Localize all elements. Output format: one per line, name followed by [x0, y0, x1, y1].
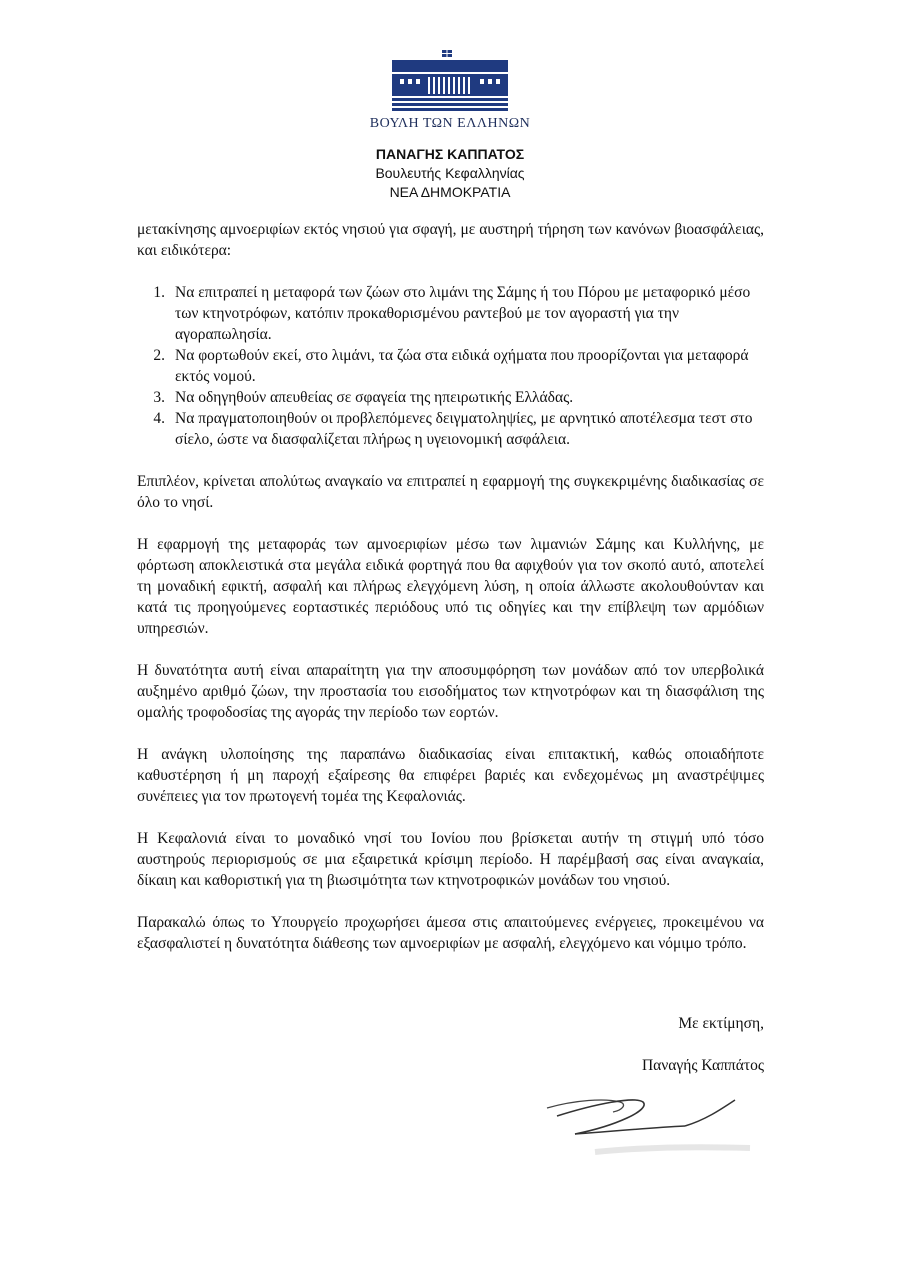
handwritten-signature — [535, 1090, 765, 1160]
letter-body — [137, 219, 764, 975]
list-item-text: Να επιτραπεί η μεταφορά των ζώων στο λιμάνι της Σάμης ή του Πόρου με μεταφορικό μέσο των κτηνοτρόφων, κατόπιν προκαθορισμένου ραντεβού με τον αγοραστή για την αγοραπωλησία. — [175, 284, 751, 343]
list-item — [137, 282, 764, 345]
list-item — [137, 387, 764, 408]
signer-name: Παναγής Καππάτος — [641, 1057, 764, 1074]
list-item — [137, 408, 764, 450]
list-item-number: 4. — [153, 410, 165, 427]
list-item — [137, 345, 764, 387]
body-paragraph: Η εφαρμογή της μεταφοράς των αμνοεριφίων μέσω των λιμανιών Σάμης και Κυλλήνης, με φόρτωση αποκλειστικά στα μεγάλα ειδικά φορτηγά που θα αφιχθούν για τον σκοπό αυτό, αποτελεί τη μοναδική εφικτή, ασφαλή και πλήρως ελεγχόμενη λύση, η οποία άλλωστε ακολουθούνταν και κατά τις προηγούμενες εορταστικές περιόδους υπό τις οδηγίες και την επίβλεψη των αρμόδιων υπηρεσιών. — [137, 536, 764, 637]
measures-list — [137, 282, 764, 450]
intro-paragraph: μετακίνησης αμνοεριφίων εκτός νησιού για σφαγή, με αυστηρή τήρηση των κανόνων βιοασφάλειας, και ειδικότερα: — [137, 221, 764, 259]
body-paragraph: Επιπλέον, κρίνεται απολύτως αναγκαίο να επιτραπεί η εφαρμογή της συγκεκριμένης διαδικασίας σε όλο το νησί. — [137, 473, 764, 511]
institution-name: ΒΟΥΛΗ ΤΩΝ ΕΛΛΗΝΩΝ — [369, 116, 531, 131]
party-name: ΝΕΑ ΔΗΜΟΚΡΑΤΙΑ — [389, 184, 511, 200]
list-item-text: Να πραγματοποιηθούν οι προβλεπόμενες δειγματοληψίες, με αρνητικό αποτέλεσμα τεστ στο σίελο, ώστε να διασφαλίζεται πλήρως η υγειονομική ασφάλεια. — [175, 410, 753, 448]
mp-role: Βουλευτής Κεφαλληνίας — [375, 165, 525, 181]
body-paragraph: Η δυνατότητα αυτή είναι απαραίτητη για την αποσυμφόρηση των μονάδων από τον υπερβολικά αυξημένο αριθμό ζώων, την προστασία του εισοδήματος των κτηνοτρόφων και τη διασφάλιση της ομαλής τροφοδοσίας της αγοράς την περίοδο των εορτών. — [137, 662, 764, 721]
list-item-number: 2. — [153, 347, 165, 364]
list-item-text: Να φορτωθούν εκεί, στο λιμάνι, τα ζώα στα ειδικά οχήματα που προορίζονται για μεταφορά εκτός νομού. — [175, 347, 749, 385]
body-paragraph: Η ανάγκη υλοποίησης της παραπάνω διαδικασίας είναι επιτακτική, καθώς οποιαδήποτε καθυστέρηση ή μη παροχή εξαίρεσης θα επιφέρει βαριές και ενδεχομένως μη αναστρέψιμες συνέπειες για τον πρωτογενή τομέα της Κεφαλονιάς. — [137, 746, 764, 805]
body-paragraph: Παρακαλώ όπως το Υπουργείο προχωρήσει άμεσα στις απαιτούμενες ενέργειες, προκειμένου να εξασφαλιστεί η δυνατότητα διάθεσης των αμνοεριφίων με ασφαλή, ελεγχόμενο και νόμιμο τρόπο. — [137, 914, 764, 952]
salutation: Με εκτίμηση, — [678, 1015, 764, 1032]
list-item-number: 1. — [153, 284, 165, 301]
parliament-logo-icon — [390, 48, 510, 112]
list-item-number: 3. — [153, 389, 165, 406]
list-item-text: Να οδηγηθούν απευθείας σε σφαγεία της ηπειρωτικής Ελλάδας. — [175, 389, 574, 406]
body-paragraph: Η Κεφαλονιά είναι το μοναδικό νησί του Ιονίου που βρίσκεται αυτήν τη στιγμή υπό τόσο αυστηρούς περιορισμούς σε μια εξαιρετικά κρίσιμη περίοδο. Η παρέμβασή σας είναι αναγκαία, δίκαιη και καθοριστική για τη βιωσιμότητα των κτηνοτροφικών μονάδων του νησιού. — [137, 830, 764, 889]
mp-name: ΠΑΝΑΓΗΣ ΚΑΠΠΑΤΟΣ — [375, 146, 525, 162]
letterhead — [0, 48, 900, 200]
